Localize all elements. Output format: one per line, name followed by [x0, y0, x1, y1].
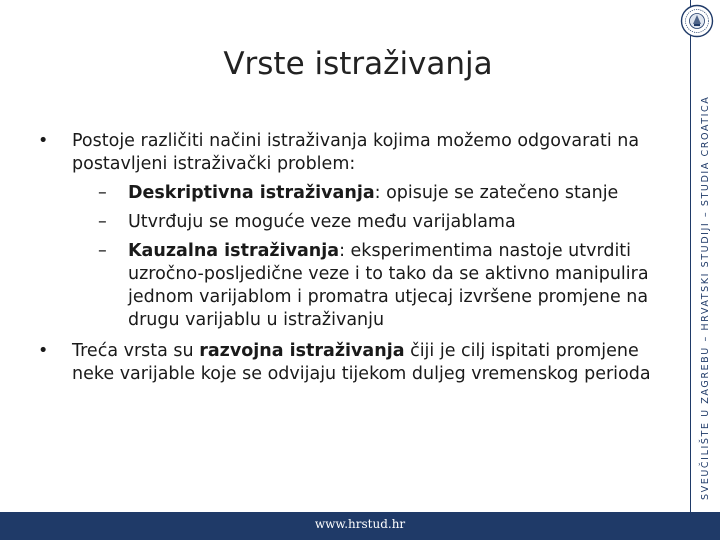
sub-bullet-text: : eksperimentima nastoje utvrditi uzročno-posljedične veze i to tako da se aktivno manipulira jednom varijablom i promatra utjecaj izvršene promjene na drugu varijablu u istraživanju	[128, 241, 649, 330]
footer-bar	[0, 512, 720, 540]
slide-content	[30, 130, 680, 386]
page-title: Vrste istraživanja	[223, 46, 493, 82]
sub-bullet-item	[30, 182, 680, 205]
dash-marker: –	[98, 212, 107, 232]
bullet-text: Postoje različiti načini istraživanja kojima možemo odgovarati na postavljeni istraživački problem:	[72, 131, 640, 174]
sub-bullet-item	[30, 211, 680, 234]
dash-marker: –	[98, 241, 107, 261]
bullet-marker: •	[38, 131, 49, 151]
sub-bullet-text: : opisuje se zatečeno stanje	[374, 183, 619, 203]
bullet-item	[30, 340, 680, 386]
bullet-bold-text: razvojna istraživanja	[199, 341, 405, 361]
sub-bullet-bold-text: Deskriptivna istraživanja	[128, 183, 375, 203]
bullet-marker: •	[38, 341, 49, 361]
sidebar-institution-text: SVEUČILIŠTE U ZAGREBU – HRVATSKI STUDIJI – STUDIA CROATICA	[700, 95, 711, 500]
sub-bullet-item	[30, 240, 680, 332]
footer-url: www.hrstud.hr	[314, 517, 406, 531]
bullet-text: čiji je cilj ispitati promjene neke varijable koje se odvijaju tijekom duljeg vremenskog perioda	[72, 341, 651, 384]
bullet-text: Treća vrsta su	[72, 341, 200, 361]
sub-bullet-bold-text: Kauzalna istraživanja	[128, 241, 340, 261]
university-seal-icon	[680, 4, 714, 38]
bullet-item	[30, 130, 680, 176]
sub-bullet-text: Utvrđuju se moguće veze među varijablama	[128, 212, 516, 232]
dash-marker: –	[98, 183, 107, 203]
